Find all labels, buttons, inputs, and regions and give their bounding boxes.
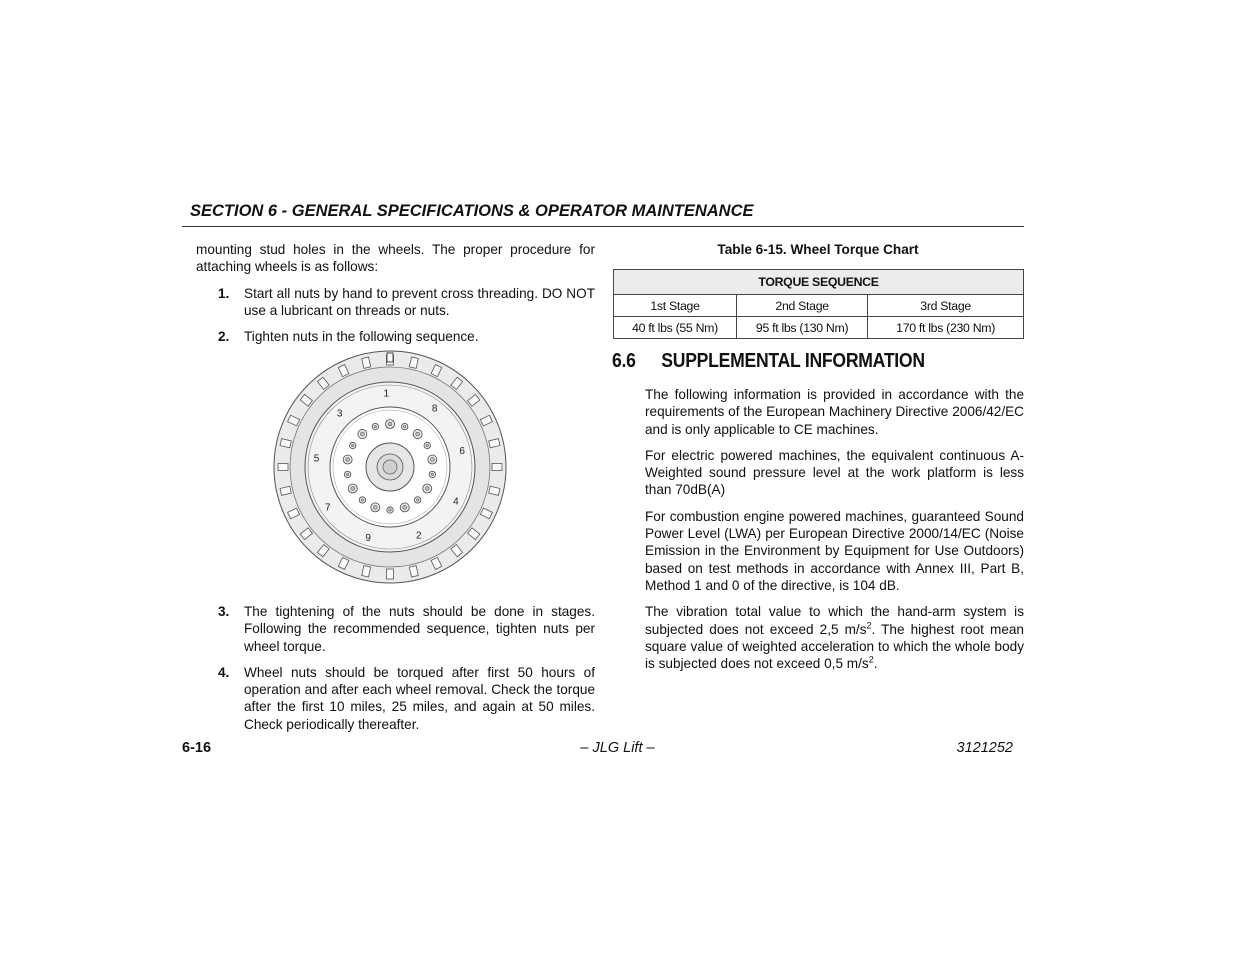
wheel-torque-table [613, 269, 1024, 339]
lug-nut [424, 442, 430, 448]
lug-nut [414, 497, 420, 503]
sequence-label: 8 [431, 403, 438, 415]
tread-block [387, 569, 394, 579]
paragraph-combustion: For combustion engine powered machines, guaranteed Sound Power Level (LWA) per European Directive 2000/14/EC (Noise Emission in the Environment by Equipment for Use Outdoors) based on test methods in accordance with Annex III, Part B, Method 1 and 0 of the directive, is 104 dB. [645, 508, 1024, 593]
table-title: Table 6-15. Wheel Torque Chart [717, 242, 919, 257]
sequence-label: 7 [325, 502, 331, 514]
lug-nut [402, 423, 408, 429]
lug-nut [343, 455, 352, 464]
lug-nut [358, 430, 367, 439]
table-header: TORQUE SEQUENCE [614, 270, 1024, 295]
footer-brand: – JLG Lift – [580, 740, 655, 756]
sequence-label: 6 [459, 446, 465, 458]
lug-nut [371, 503, 380, 512]
sequence-label: 2 [415, 530, 422, 542]
lug-nut [359, 497, 365, 503]
vibration-text-b: . The highest root mean square value of weighted acceleration to which the whole body is subjected does not exceed 0,5 m/s [645, 621, 1024, 672]
sequence-label: 5 [313, 453, 320, 465]
step-text: Tighten nuts in the following sequence. [244, 329, 479, 345]
step-text: Start all nuts by hand to prevent cross threading. DO NOT use a lubricant on threads or nuts. [244, 285, 595, 318]
vibration-text-a: The vibration total value to which the hand-arm system is subjected does not exceed 2,5 m/s [645, 604, 1024, 637]
header-rule [182, 226, 1024, 227]
right-column [612, 241, 1024, 257]
wheel-diagram [270, 350, 510, 586]
tread-block [492, 464, 502, 471]
paragraph-electric: For electric powered machines, the equivalent continuous A-Weighted sound pressure level at the work platform is less than 70dB(A) [645, 447, 1024, 498]
superscript: 2 [868, 654, 874, 665]
step-text: The tightening of the nuts should be done in stages. Following the recommended sequence, tighten nuts per wheel torque. [244, 604, 595, 654]
document-number: 3121252 [956, 740, 1013, 756]
step-number: 3. [218, 604, 230, 619]
valve-stem [387, 353, 393, 362]
lug-nut [372, 423, 378, 429]
left-steps-continued [196, 594, 595, 733]
section-number: 6.6 [612, 350, 636, 372]
stage-3-label: 3rd Stage [868, 295, 1024, 317]
sequence-label: 1 [383, 388, 390, 400]
sequence-label: 9 [365, 533, 371, 545]
lug-nut [400, 503, 409, 512]
section-header: SECTION 6 - GENERAL SPECIFICATIONS & OPERATOR MAINTENANCE [190, 202, 754, 220]
stage-1-label: 1st Stage [614, 295, 737, 317]
lug-nut [344, 471, 350, 477]
step-1 [196, 285, 595, 320]
step-4 [196, 664, 595, 733]
lug-nut [413, 430, 422, 439]
lug-nut [348, 484, 357, 493]
stage-1-value: 40 ft lbs (55 Nm) [614, 317, 737, 339]
step-3 [196, 603, 595, 655]
step-number: 4. [218, 664, 230, 680]
step-number: 2. [218, 329, 230, 345]
lug-nut [428, 455, 437, 464]
left-column [196, 241, 595, 345]
lug-nut [429, 471, 435, 477]
page-number: 6-16 [182, 740, 212, 756]
paragraph-vibration [645, 603, 1024, 672]
sequence-label: 3 [336, 408, 343, 420]
vibration-text-c: . [873, 656, 878, 672]
step-2 [196, 328, 595, 345]
lug-nut [350, 442, 356, 448]
tread-block [278, 464, 288, 471]
axle-center [383, 460, 397, 474]
section-body [645, 386, 1024, 681]
wheel-illustration [270, 350, 510, 586]
stage-2-label: 2nd Stage [737, 295, 868, 317]
section-title [612, 350, 925, 373]
step-number: 1. [218, 285, 230, 301]
lug-nut [423, 484, 432, 493]
step-text: Wheel nuts should be torqued after first 50 hours of operation and after each wheel removal. Check the torque after the first 10 miles, 25 miles, and again at 50 miles. Check periodically thereafter. [244, 664, 595, 732]
paragraph-directive: The following information is provided in accordance with the requirements of the European Machinery Directive 2006/42/EC and is only applicable to CE machines. [645, 387, 1024, 437]
stage-2-value: 95 ft lbs (130 Nm) [737, 317, 868, 339]
intro-paragraph: mounting stud holes in the wheels. The proper procedure for attaching wheels is as follows: [196, 242, 595, 275]
lug-nut [386, 420, 395, 429]
sequence-label: 4 [453, 496, 459, 508]
section-title-text: SUPPLEMENTAL INFORMATION [661, 350, 925, 372]
superscript: 2 [866, 620, 872, 631]
stage-3-value: 170 ft lbs (230 Nm) [868, 317, 1024, 339]
lug-nut [387, 507, 393, 513]
